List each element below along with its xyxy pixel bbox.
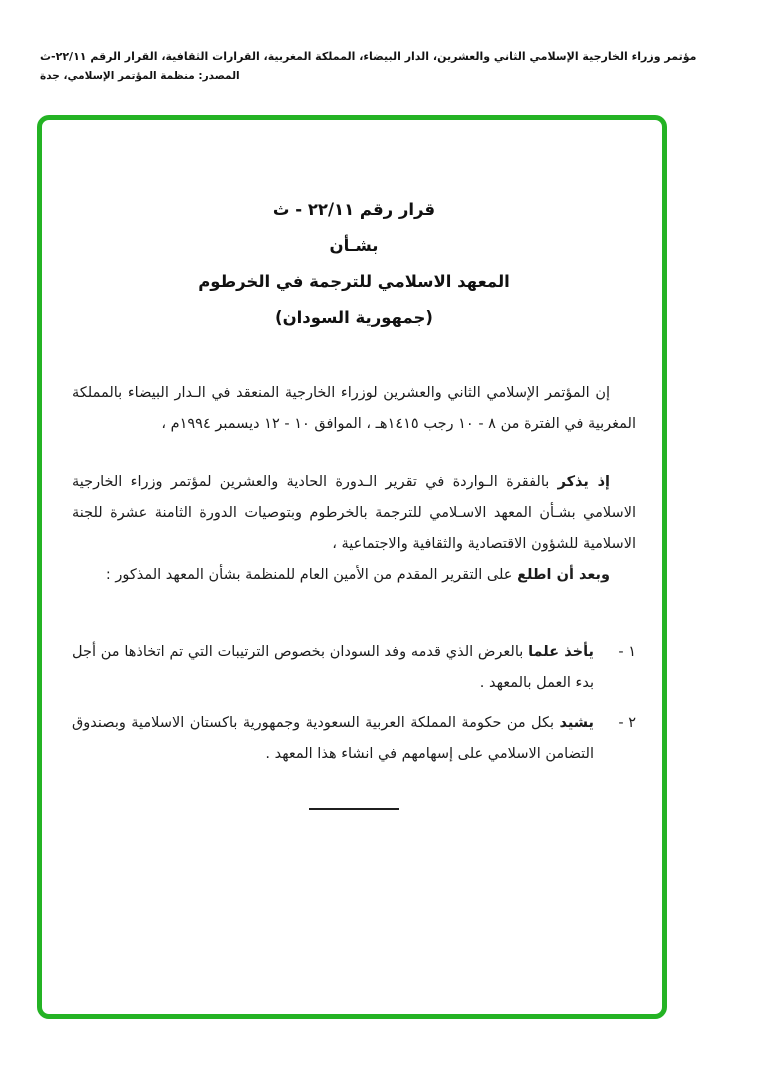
decision-item-2-body [72,708,594,770]
preamble-text: إن المؤتمر الإسلامي الثاني والعشرين لوزراء الخارجية المنعقد في الـدار البيضاء بالمملكة المغربية في الفترة من ٨ - ١٠ رجب ١٤١٥هـ ، الموافق ١٠ - ١٢ ديسمبر ١٩٩٤م ، [72,385,636,432]
decision-item-2-lead: يشيد [559,715,594,731]
decision-item-1-number: ١ - [618,644,636,660]
recalling-paragraph [72,467,636,560]
decision-item-2 [72,708,636,770]
recalling-text: بالفقرة الـواردة في تقرير الـدورة الحادية والعشرين لمؤتمر وزراء الخارجية الاسلامي بشـأن المعهد الاسـلامي للترجمة بالخرطوم وبتوصيات الدورة الثامنة عشرة للجنة الاسلامية للشؤون الاقتصادية والثقافية والاجتماعية ، [72,474,636,552]
resolution-country-title: (جمهورية السودان) [275,308,433,327]
decision-item-2-number: ٢ - [618,715,636,731]
resolution-subject-title: المعهد الاسلامي للترجمة في الخرطوم [198,272,510,291]
resolution-number-title: قرار رقم ٢٢/١١ - ث [272,200,436,219]
recalling-lead: إذ يذكر [557,474,610,490]
decision-list [72,637,636,770]
having-reviewed-paragraph [72,560,636,591]
green-border-frame [37,115,667,1019]
resolution-regarding-label: بشـأن [329,236,379,255]
having-reviewed-lead: وبعد أن اطلع [517,567,610,583]
source-header-line-2: المصدر: منظمة المؤتمر الإسلامي، جدة [40,70,240,82]
decision-item-2-text: بكل من حكومة المملكة العربية السعودية وجمهورية باكستان الاسلامية وبصندوق التضامن الاسلامي على إسهامهم في انشاء هذا المعهد . [72,715,594,762]
document-source-header [40,50,730,82]
resolution-content [42,120,662,810]
having-reviewed-text: على التقرير المقدم من الأمين العام للمنظمة بشأن المعهد المذكور : [105,567,518,583]
decision-item-1 [72,637,636,699]
preamble-paragraph [72,378,636,440]
source-header-line-1: مؤتمر وزراء الخارجية الإسلامي الثاني والعشرين، الدار البيضاء، المملكة المغربية، القرارات الثقافية، القرار الرقم ٢٢/١١-ث [40,50,697,63]
decision-item-1-lead: يأخذ علما [528,644,594,660]
decision-item-1-body [72,637,594,699]
decision-item-1-text: بالعرض الذي قدمه وفد السودان بخصوص الترتيبات التي تم اتخاذها من أجل بدء العمل بالمعهد . [72,644,594,691]
end-divider-line [309,808,399,810]
resolution-title-block [72,192,636,336]
